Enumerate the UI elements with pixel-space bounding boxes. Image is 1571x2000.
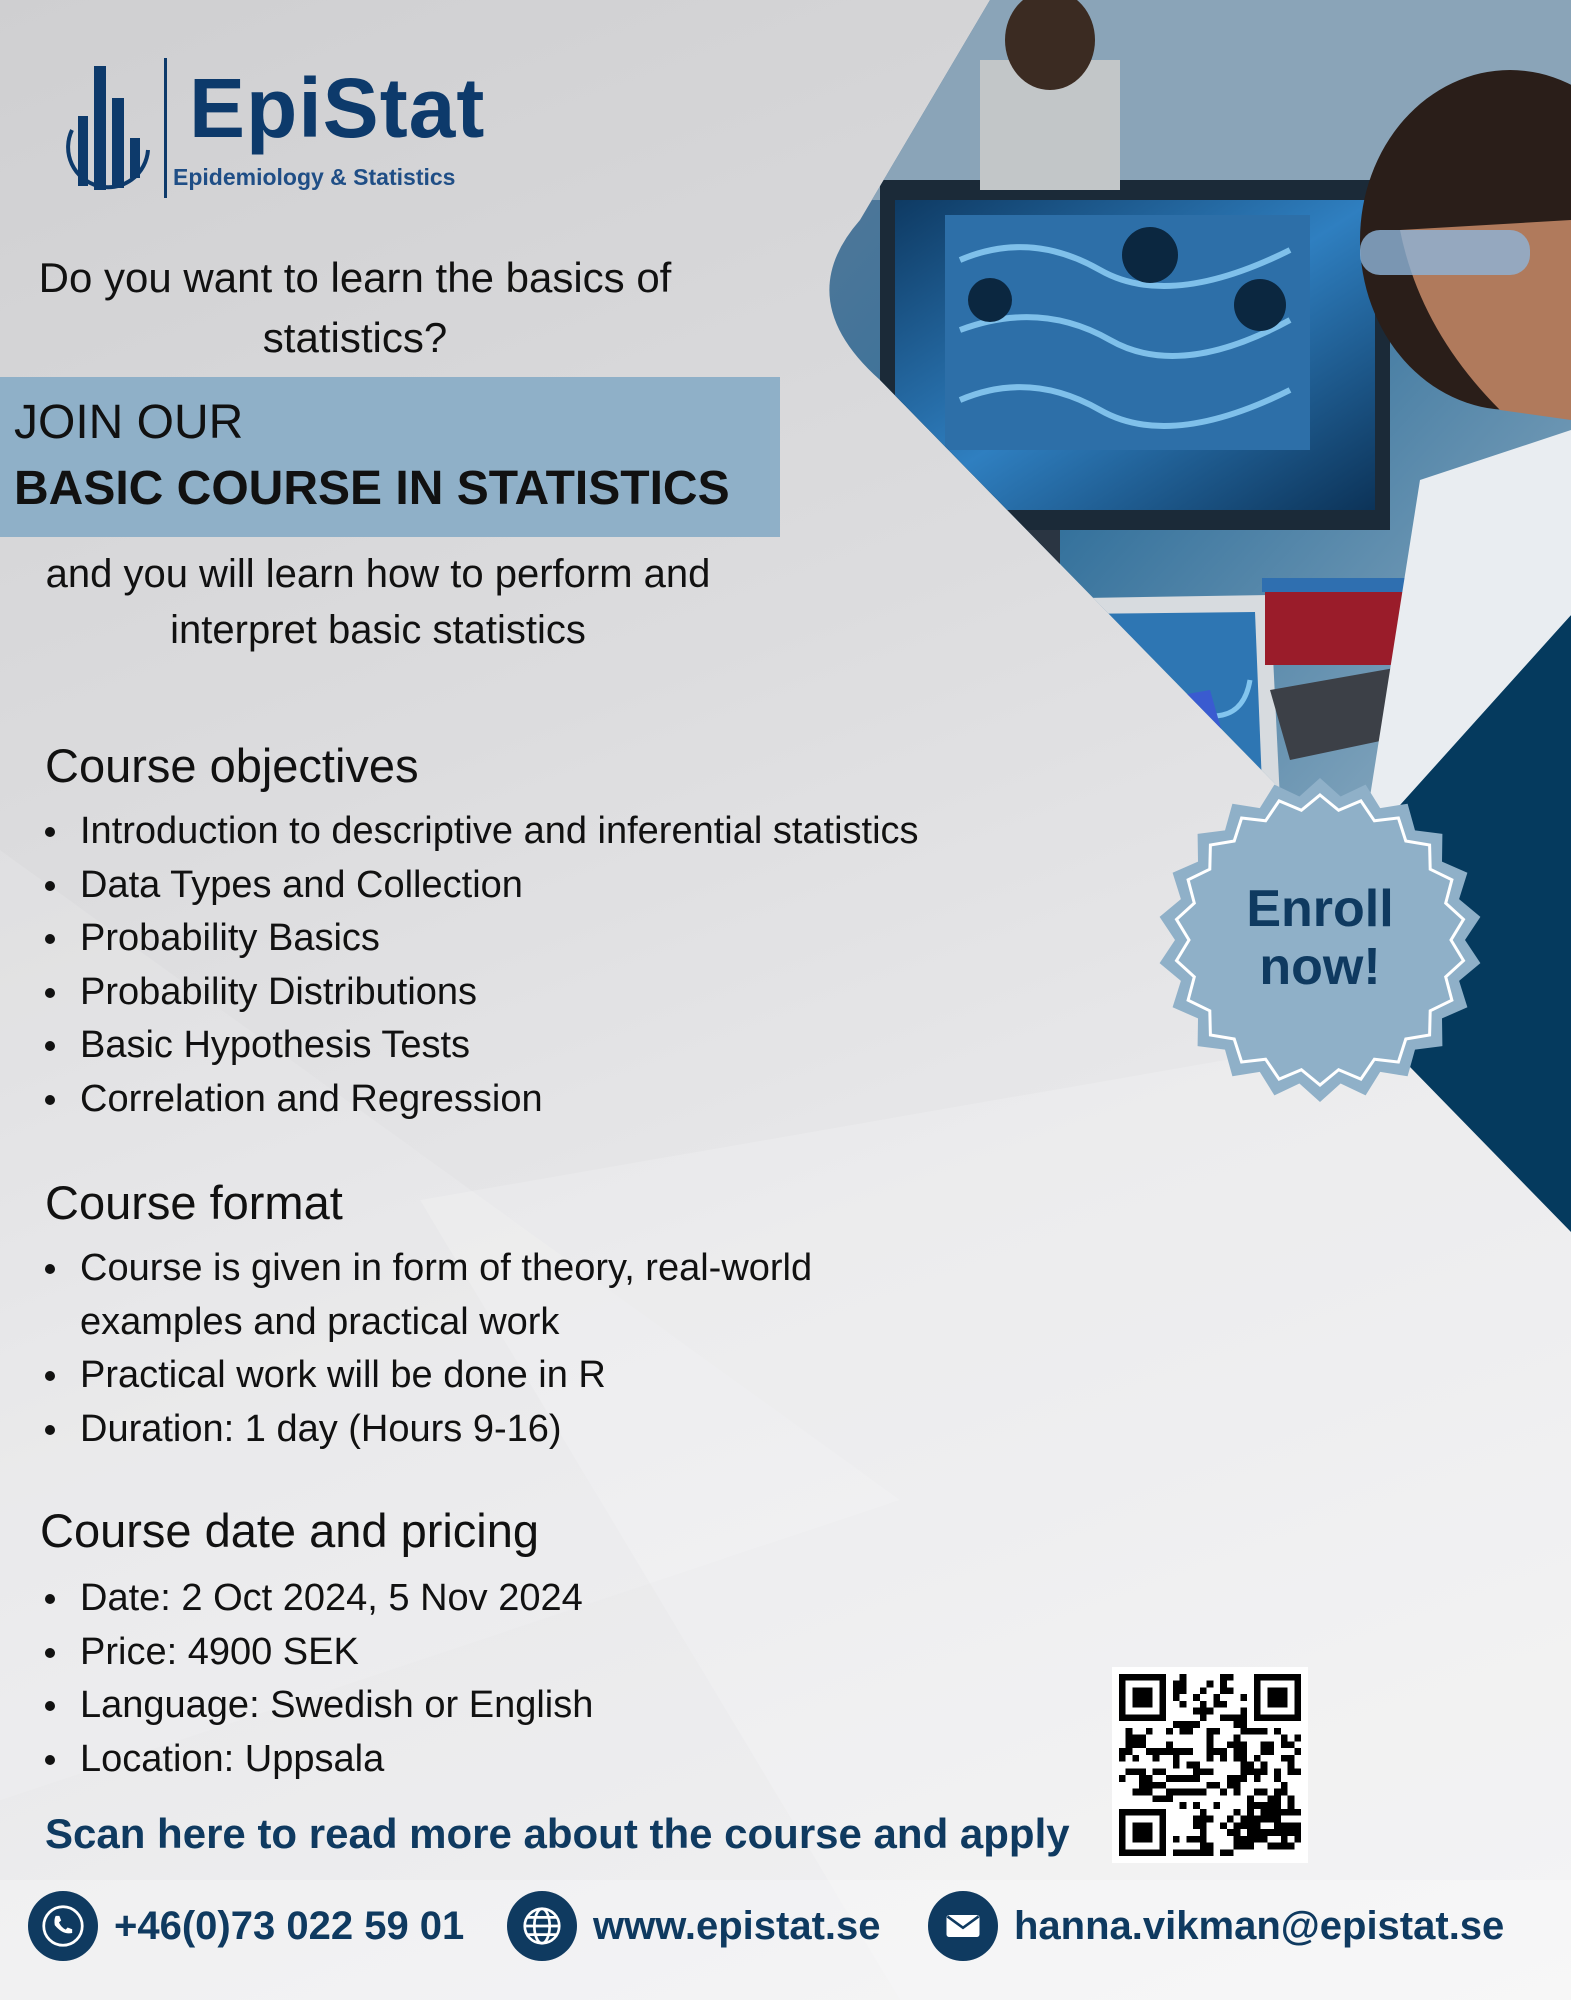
website-link: www.epistat.se — [593, 1903, 881, 1948]
intro-subtitle: and you will learn how to perform and interpret basic statistics — [45, 552, 711, 652]
enroll-line1: Enroll — [1246, 880, 1394, 938]
contact-phone[interactable] — [28, 1891, 464, 1961]
list-item: Course is given in form of theory, real-world examples and practical work — [36, 1242, 916, 1349]
contact-email[interactable] — [928, 1891, 1504, 1961]
list-item: Basic Hypothesis Tests — [36, 1019, 1036, 1073]
list-item: Practical work will be done in R — [36, 1349, 916, 1403]
intro-question: Do you want to learn the basics of statistics? — [38, 254, 672, 361]
lab-photo — [800, 0, 1571, 860]
globe-icon — [507, 1891, 577, 1961]
brand-tagline: Epidemiology & Statistics — [173, 163, 456, 190]
list-item: Correlation and Regression — [36, 1073, 1036, 1127]
objectives-heading: Course objectives — [45, 739, 419, 792]
list-item: Price: 4900 SEK — [36, 1626, 936, 1680]
list-item: Language: Swedish or English — [36, 1679, 936, 1733]
join-banner-title: BASIC COURSE IN STATISTICS — [14, 462, 730, 515]
qr-code[interactable] — [1112, 1667, 1308, 1863]
join-banner-line1: JOIN OUR — [14, 396, 244, 449]
brand-name: EpiStat — [189, 60, 486, 155]
list-item: Probability Distributions — [36, 966, 1036, 1020]
scan-cta: Scan here to read more about the course and apply — [45, 1810, 1070, 1857]
envelope-icon — [928, 1891, 998, 1961]
list-item: Introduction to descriptive and inferential statistics — [36, 805, 1036, 859]
list-item: Duration: 1 day (Hours 9-16) — [36, 1403, 916, 1457]
bar-chart-logo-icon — [50, 58, 152, 198]
pricing-list — [36, 1572, 936, 1786]
enroll-now-label[interactable] — [1155, 880, 1485, 996]
list-item: Data Types and Collection — [36, 859, 1036, 913]
format-heading: Course format — [45, 1176, 343, 1229]
phone-number: +46(0)73 022 59 01 — [114, 1903, 465, 1948]
pricing-heading: Course date and pricing — [40, 1504, 540, 1557]
objectives-list — [36, 805, 1036, 1127]
join-banner — [0, 377, 780, 537]
list-item: Probability Basics — [36, 912, 1036, 966]
logo-divider — [164, 58, 167, 198]
enroll-line2: now! — [1259, 938, 1381, 996]
list-item: Location: Uppsala — [36, 1733, 936, 1787]
format-list — [36, 1242, 916, 1456]
phone-icon — [28, 1891, 98, 1961]
contact-website[interactable] — [507, 1891, 881, 1961]
brand-logo — [50, 58, 485, 198]
email-address: hanna.vikman@epistat.se — [1014, 1903, 1505, 1948]
list-item: Date: 2 Oct 2024, 5 Nov 2024 — [36, 1572, 936, 1626]
